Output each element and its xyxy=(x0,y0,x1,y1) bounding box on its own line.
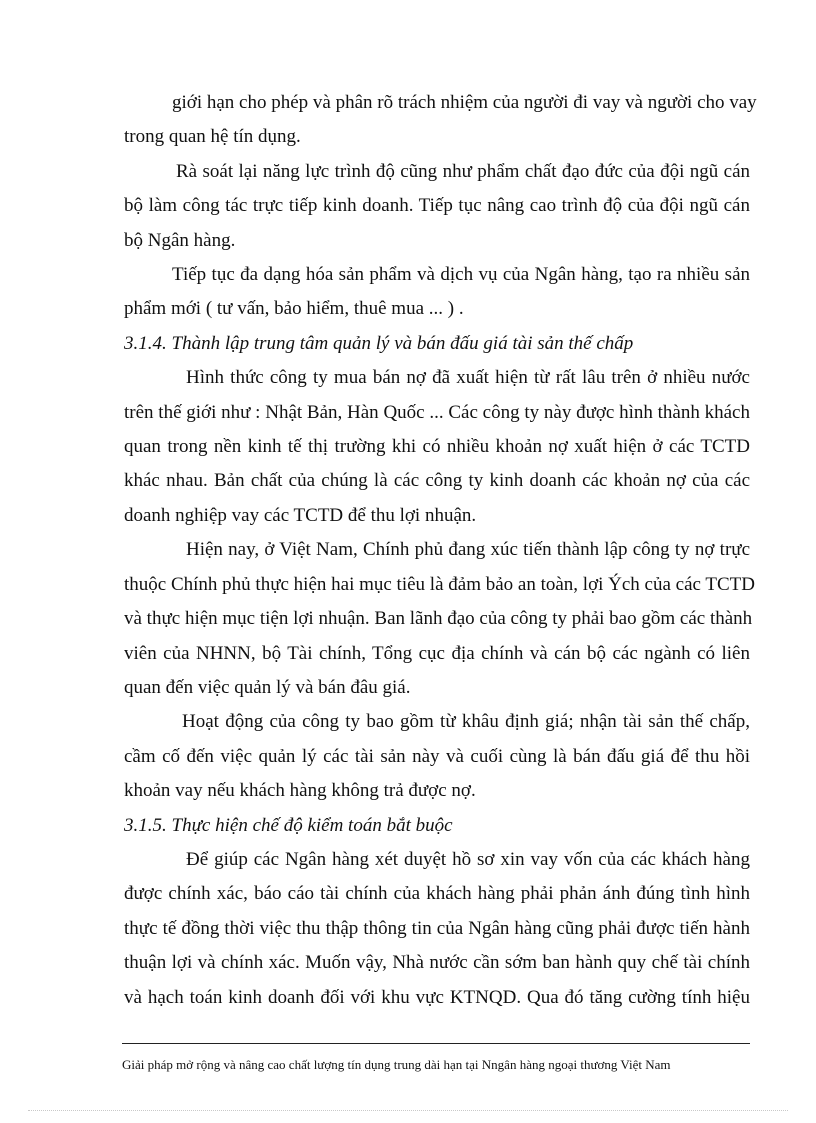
page-bottom-dotted-border xyxy=(28,1110,788,1111)
text-line: Hình thức công ty mua bán nợ đã xuất hiện từ rất lâu trên ở nhiều nước xyxy=(186,367,750,389)
paragraph-debt-companies xyxy=(124,361,750,533)
text-line: thực tế đồng thời việc thu thập thông tin của Ngân hàng cũng phải được tiến hành xyxy=(124,917,750,939)
section-heading-3-1-4: 3.1.4. Thành lập trung tâm quản lý và bán đấu giá tài sản thế chấp xyxy=(124,332,634,354)
text-line: trên thế giới như : Nhật Bản, Hàn Quốc ... Các công ty này được hình thành khách xyxy=(124,401,750,423)
text-line: bộ Ngân hàng. xyxy=(124,229,236,251)
text-line: thuộc Chính phủ thực hiện hai mục tiêu là đảm bảo an toàn, lợi Ých của các TCTD xyxy=(124,573,755,595)
text-line: giới hạn cho phép và phân rõ trách nhiệm của người đi vay và người cho vay xyxy=(172,92,757,113)
paragraph-mandatory-audit xyxy=(124,843,750,1015)
text-line: Hoạt động của công ty bao gồm từ khâu định giá; nhận tài sản thế chấp, xyxy=(182,711,750,733)
text-line: bộ làm công tác trực tiếp kinh doanh. Tiếp tục nâng cao trình độ của đội ngũ cán xyxy=(124,195,750,217)
body-text xyxy=(124,86,757,1015)
paragraph-continuation xyxy=(124,86,757,155)
text-line: quan đến việc quản lý và bán đâu giá. xyxy=(124,676,411,698)
footer-divider xyxy=(122,1043,750,1044)
text-line: Rà soát lại năng lực trình độ cũng như phẩm chất đạo đức của đội ngũ cán xyxy=(176,160,750,182)
section-heading-3-1-5: 3.1.5. Thực hiện chế độ kiểm toán bắt buộc xyxy=(124,814,453,836)
text-line: phẩm mới ( tư vấn, bảo hiểm, thuê mua ... ) . xyxy=(124,298,464,320)
text-line: Tiếp tục đa dạng hóa sản phẩm và dịch vụ của Ngân hàng, tạo ra nhiều sản xyxy=(172,264,750,286)
text-line: thuận lợi và chính xác. Muốn vậy, Nhà nước cần sớm ban hành quy chế tài chính xyxy=(124,952,750,974)
text-line: trong quan hệ tín dụng. xyxy=(124,126,301,148)
text-line: khác nhau. Bản chất của chúng là các công ty kinh doanh các khoản nợ của các xyxy=(124,470,750,492)
text-line: và thực hiện mục tiện lợi nhuận. Ban lãnh đạo của công ty phải bao gồm các thành xyxy=(124,608,753,630)
text-line: được chính xác, báo cáo tài chính của khách hàng phải phản ánh đúng tình hình xyxy=(124,883,750,905)
text-line: và hạch toán kinh doanh đối với khu vực KTNQD. Qua đó tăng cường tính hiệu xyxy=(124,986,750,1008)
paragraph-company-operations xyxy=(124,705,750,808)
text-line: doanh nghiệp vay các TCTD để thu lợi nhuận. xyxy=(124,504,477,526)
text-line: Để giúp các Ngân hàng xét duyệt hồ sơ xin vay vốn của các khách hàng xyxy=(186,848,750,870)
paragraph-vietnam-government xyxy=(124,533,755,705)
paragraph-diversify xyxy=(124,258,750,327)
text-line: quan trong nền kinh tế thị trường khi có nhiều khoản nợ xuất hiện ở các TCTD xyxy=(124,436,750,458)
text-line: viên của NHNN, bộ Tài chính, Tổng cục địa chính và cán bộ các ngành có liên xyxy=(124,642,750,664)
page-footer: Giải pháp mở rộng và nâng cao chất lượng tín dụng trung dài hạn tại Nngân hàng ngoại thương Việt Nam xyxy=(122,1057,671,1072)
text-line: cầm cố đến việc quản lý các tài sản này và cuối cùng là bán đấu giá để thu hồi xyxy=(124,745,750,767)
text-line: khoản vay nếu khách hàng không trả được nợ. xyxy=(124,780,476,802)
text-line: Hiện nay, ở Việt Nam, Chính phủ đang xúc tiến thành lập công ty nợ trực xyxy=(186,539,750,561)
paragraph-staff-review xyxy=(124,155,750,258)
